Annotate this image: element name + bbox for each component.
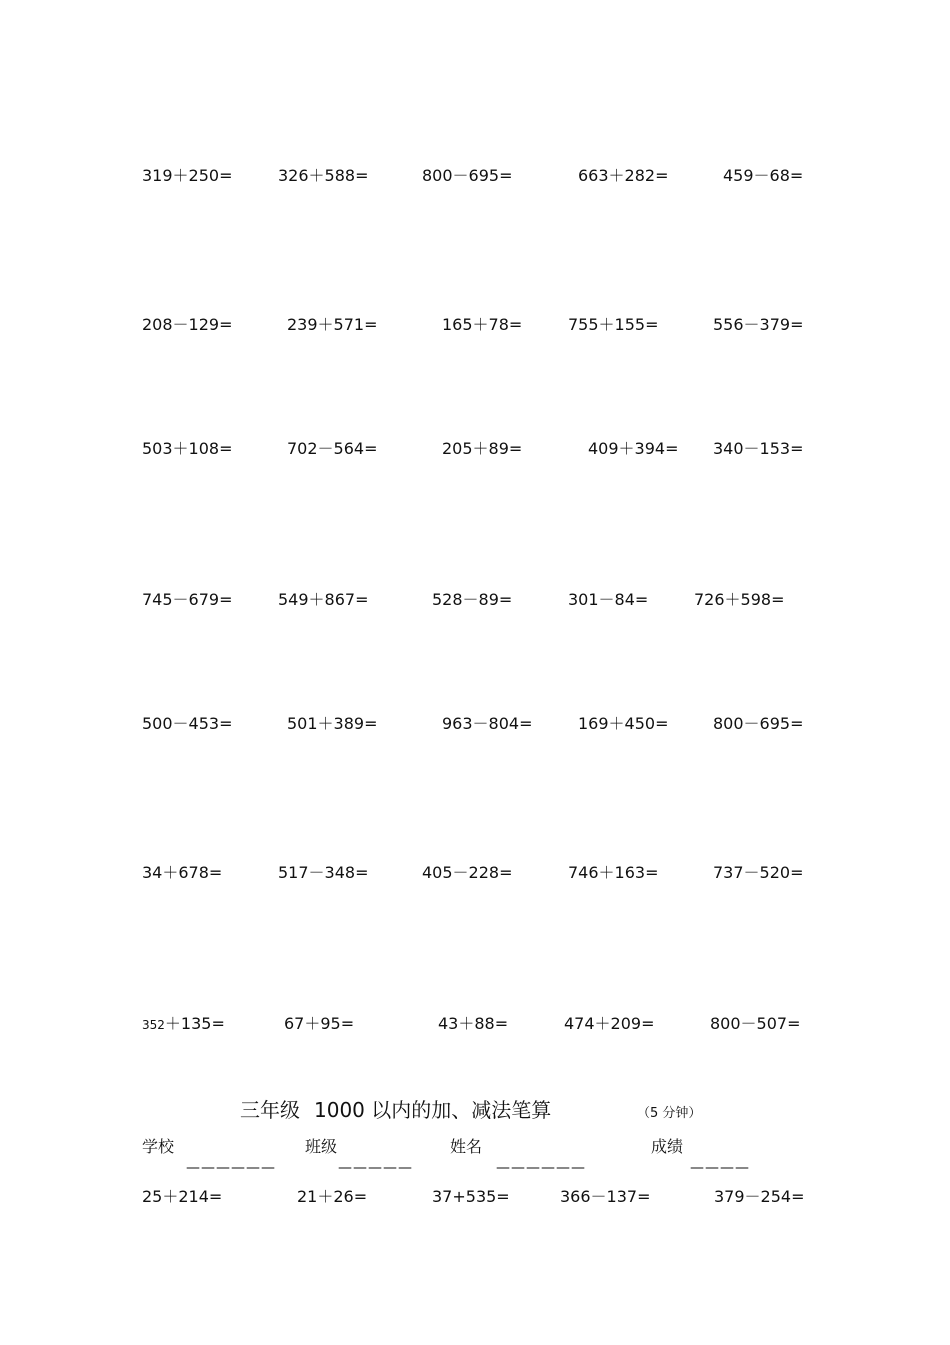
problem-small-digits: 352 — [142, 1018, 165, 1032]
problem: 37+535= — [432, 1187, 510, 1206]
problem: 549＋867= — [278, 590, 369, 609]
problem: 528－89= — [432, 590, 513, 609]
problem: 501＋389= — [287, 714, 378, 733]
problem: 67＋95= — [284, 1014, 355, 1033]
problem: 21＋26= — [297, 1187, 368, 1206]
problem: 500－453= — [142, 714, 233, 733]
problem: 800－507= — [710, 1014, 801, 1033]
problem: 745－679= — [142, 590, 233, 609]
score-label: 成绩 — [651, 1137, 684, 1156]
problem: 239＋571= — [287, 315, 378, 334]
problem: 474＋209= — [564, 1014, 655, 1033]
problem: 205＋89= — [442, 439, 523, 458]
problem: 340－153= — [713, 439, 804, 458]
problem-row-8 — [0, 1185, 950, 1209]
problem: 746＋163= — [568, 863, 659, 882]
problem: 663＋282= — [578, 166, 669, 185]
class-label: 班级 — [305, 1137, 338, 1156]
problem: 379－254= — [714, 1187, 805, 1206]
problem-row-5 — [0, 712, 950, 736]
problem: 326＋588= — [278, 166, 369, 185]
problem: 25＋214= — [142, 1187, 223, 1206]
problem: 800－695= — [422, 166, 513, 185]
problem: 43＋88= — [438, 1014, 509, 1033]
school-blank-line[interactable]: —————— — [186, 1160, 276, 1176]
problem: 169＋450= — [578, 714, 669, 733]
problem: 702－564= — [287, 439, 378, 458]
problem: 503＋108= — [142, 439, 233, 458]
problem-row-4 — [0, 588, 950, 612]
problem: 319＋250= — [142, 166, 233, 185]
problem: 556－379= — [713, 315, 804, 334]
school-label: 学校 — [142, 1137, 175, 1156]
problem: 165＋78= — [442, 315, 523, 334]
class-blank-line[interactable]: ————— — [338, 1160, 413, 1176]
problem-row-7 — [0, 1012, 950, 1036]
problem: 366－137= — [560, 1187, 651, 1206]
problem: 409＋394= — [588, 439, 679, 458]
problem-row-1 — [0, 164, 950, 188]
problem: 963－804= — [442, 714, 533, 733]
problem: 459－68= — [723, 166, 804, 185]
problem: 737－520= — [713, 863, 804, 882]
problem: 726＋598= — [694, 590, 785, 609]
problem: 800－695= — [713, 714, 804, 733]
problem — [142, 1012, 225, 1037]
section-title-topic: 1000 以内的加、减法笔算 — [314, 1098, 552, 1122]
problem: 517－348= — [278, 863, 369, 882]
problem-row-6 — [0, 861, 950, 885]
problem: 755＋155= — [568, 315, 659, 334]
section-title-grade: 三年级 — [240, 1098, 300, 1122]
name-label: 姓名 — [450, 1137, 483, 1156]
section-title — [240, 1096, 551, 1124]
problem: 34＋678= — [142, 863, 223, 882]
problem-row-3 — [0, 437, 950, 461]
score-blank-line[interactable]: ———— — [690, 1160, 750, 1176]
problem: 208－129= — [142, 315, 233, 334]
problem: 301－84= — [568, 590, 649, 609]
problem: 405－228= — [422, 863, 513, 882]
problem-row-2 — [0, 313, 950, 337]
problem-rest: ＋135= — [164, 1014, 225, 1033]
time-note: （5 分钟） — [637, 1106, 702, 1121]
name-blank-line[interactable]: —————— — [496, 1160, 586, 1176]
